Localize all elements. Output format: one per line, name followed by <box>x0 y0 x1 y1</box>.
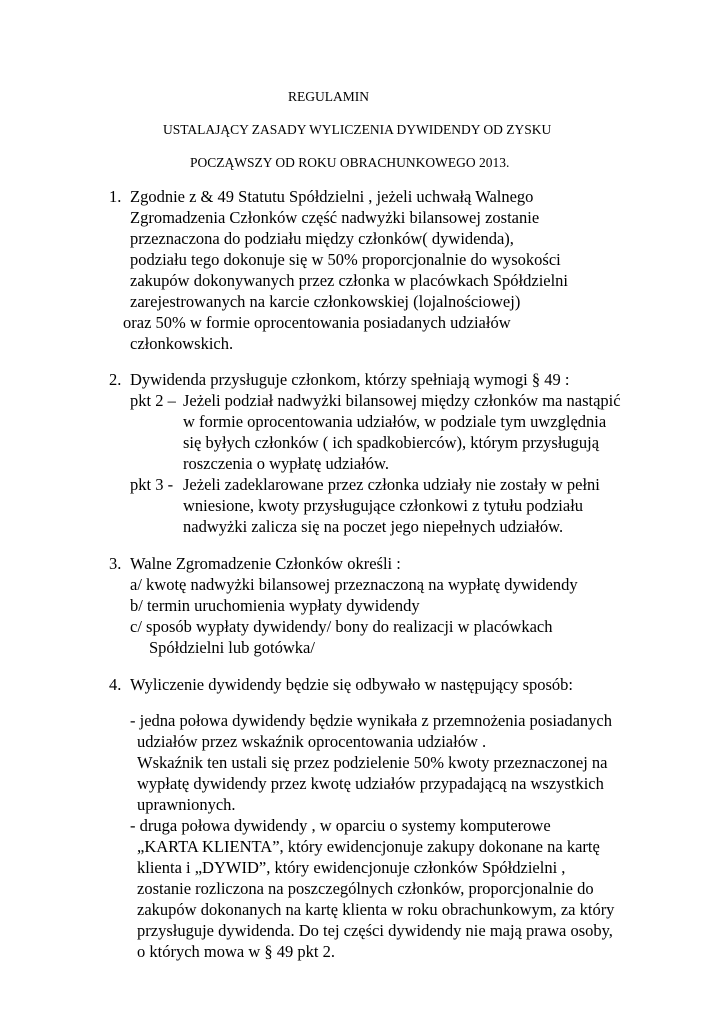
pkt-3-line: nadwyżki zalicza się na poczet jego niepełnych udziałów. <box>183 517 564 536</box>
section-4-part-2-line: „KARTA KLIENTA”, który ewidencjonuje zakupy dokonane na kartę <box>137 837 600 856</box>
pkt-2-label: pkt 2 – <box>130 391 176 410</box>
pkt-3-label: pkt 3 - <box>130 475 174 494</box>
section-3-item: Spółdzielni lub gotówka/ <box>149 638 315 657</box>
pkt-3-line: wniesione, kwoty przysługujące członkowi z tytułu podziału <box>183 496 584 515</box>
section-4-part-2-line: klienta i „DYWID”, który ewidencjonuje członków Spółdzielni , <box>137 858 566 877</box>
section-3-item: a/ kwotę nadwyżki bilansowej przeznaczoną na wypłatę dywidendy <box>130 575 578 594</box>
pkt-2-line: się byłych członków ( ich spadkobierców), którym przysługują <box>183 433 600 452</box>
section-2-intro: Dywidenda przysługuje członkom, którzy spełniają wymogi § 49 : <box>130 370 570 389</box>
pkt-2-line: Jeżeli podział nadwyżki bilansowej między członków ma nastąpić <box>183 391 621 410</box>
section-4-part-2-line: o których mowa w § 49 pkt 2. <box>137 942 335 961</box>
section-4-part-1-line: wypłatę dywidendy przez kwotę udziałów przypadającą na wszystkich <box>137 774 604 793</box>
section-3-item: c/ sposób wypłaty dywidendy/ bony do realizacji w placówkach <box>130 617 553 636</box>
section-3-number: 3. <box>109 554 122 573</box>
section-4-part-2-line: zakupów dokonanych na kartę klienta w roku obrachunkowym, za który <box>137 900 615 919</box>
pkt-2-line: roszczenia o wypłatę udziałów. <box>183 454 390 473</box>
section-3-item: b/ termin uruchomienia wypłaty dywidendy <box>130 596 420 615</box>
pkt-2-line: w formie oprocentowania udziałów, w podziale tym uwzględnia <box>183 412 607 431</box>
document-subtitle-year: POCZĄWSZY OD ROKU OBRACHUNKOWEGO 2013. <box>190 155 510 170</box>
section-4-part-1-line: uprawnionych. <box>137 795 236 814</box>
document-subtitle: USTALAJĄCY ZASADY WYLICZENIA DYWIDENDY OD ZYSKU <box>163 122 552 137</box>
section-4-number: 4. <box>109 675 122 694</box>
section-1-line: przeznaczona do podziału między członków( dywidenda), <box>130 229 514 248</box>
section-1-number: 1. <box>109 187 122 206</box>
section-4-part-2-line: zostanie rozliczona na poszczególnych członków, proporcjonalnie do <box>137 879 594 898</box>
section-2-number: 2. <box>109 370 122 389</box>
section-1-line: zarejestrowanych na karcie członkowskiej (lojalnościowej) <box>130 292 521 311</box>
section-1-line: zakupów dokonywanych przez członka w placówkach Spółdzielni <box>130 271 569 290</box>
section-4-part-1-line: udziałów przez wskaźnik oprocentowania udziałów . <box>137 732 487 751</box>
section-4-part-1-line: Wskaźnik ten ustali się przez podzielenie 50% kwoty przeznaczonej na <box>137 753 608 772</box>
section-4-part-2-line: przysługuje dywidenda. Do tej części dywidendy nie mają prawa osoby, <box>137 921 613 940</box>
document-title: REGULAMIN <box>288 89 369 104</box>
section-4-part-2-line: - druga połowa dywidendy , w oparciu o systemy komputerowe <box>130 816 551 835</box>
section-1-line: Zgodnie z & 49 Statutu Spółdzielni , jeżeli uchwałą Walnego <box>130 187 534 206</box>
section-1-line: Zgromadzenia Członków część nadwyżki bilansowej zostanie <box>130 208 540 227</box>
section-1-line: członkowskich. <box>130 334 234 353</box>
section-3-intro: Walne Zgromadzenie Członków określi : <box>130 554 401 573</box>
pkt-3-line: Jeżeli zadeklarowane przez członka udziały nie zostały w pełni <box>183 475 600 494</box>
section-1-line: podziału tego dokonuje się w 50% proporcjonalnie do wysokości <box>130 250 561 269</box>
section-4-intro: Wyliczenie dywidendy będzie się odbywało w następujący sposób: <box>130 675 574 694</box>
section-1-line: oraz 50% w formie oprocentowania posiadanych udziałów <box>123 313 511 332</box>
section-4-part-1-line: - jedna połowa dywidendy będzie wynikała z przemnożenia posiadanych <box>130 711 612 730</box>
